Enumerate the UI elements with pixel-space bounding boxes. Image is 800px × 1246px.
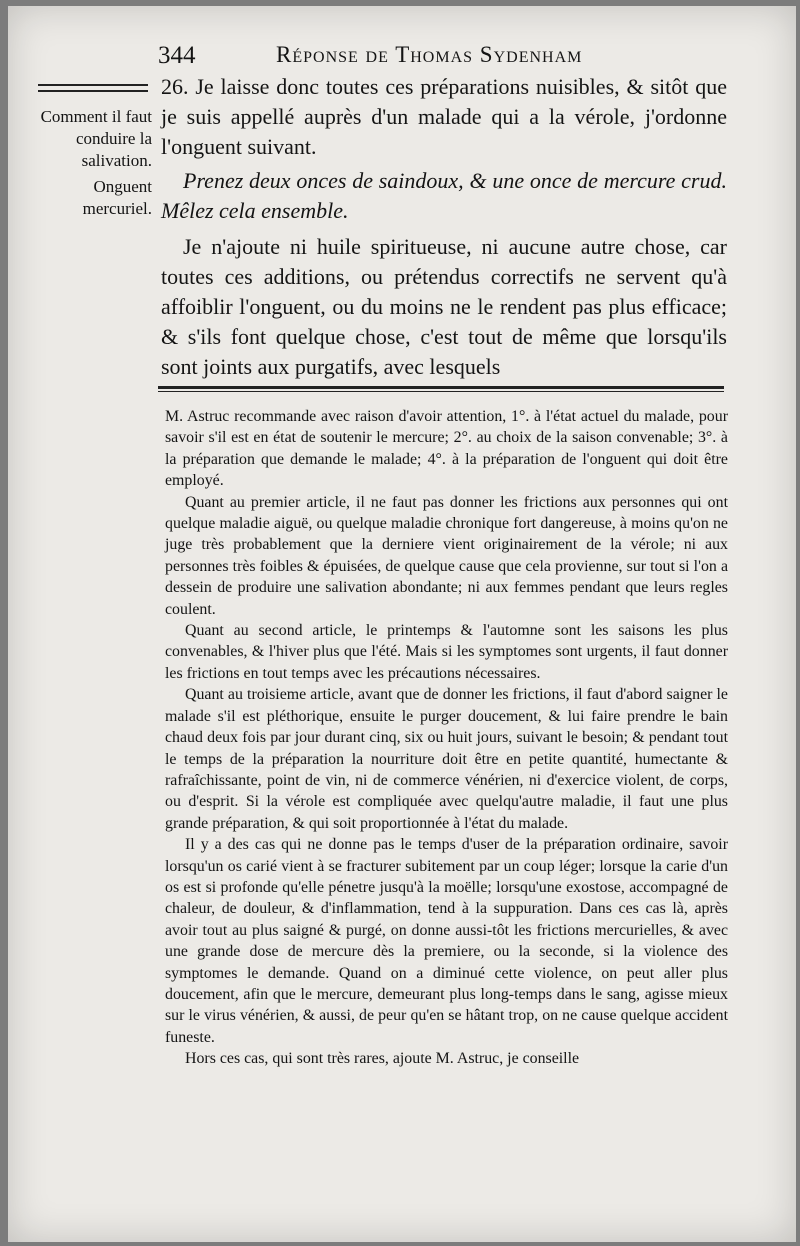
footnote-paragraph: M. Astruc recommande avec raison d'avoir attention, 1°. à l'état actuel du malade, pour savoir s'il est en état de soutenir le mercure; 2°. au choix de la saison convenable; 3°. à la préparation que demande le malade; 4°. à la préparation de l'onguent qui doit être employé.: [165, 408, 728, 490]
footnote-paragraph: Hors ces cas, qui sont très rares, ajoute M. Astruc, je conseille: [185, 1050, 580, 1068]
main-paragraph-1: [161, 72, 727, 162]
main-paragraph-3: [161, 232, 727, 382]
running-head: Réponse de Thomas Sydenham: [276, 42, 583, 67]
paragraph-text: 26. Je laisse donc toutes ces préparations nuisibles, & sitôt que je suis appellé auprès d'un malade qui a la vérole, j'ordonne l'onguent suivant.: [161, 74, 727, 159]
footnote-paragraph: Quant au second article, le printemps & l'automne sont les saisons les plus convenables, & l'hiver plus que l'été. Mais si les symptomes sont urgents, il faut donner les frictions en tout temps avec les précautions nécessaires.: [165, 622, 728, 682]
footnote-separator-rule: [158, 386, 724, 392]
footnote-paragraph: Il y a des cas qui ne donne pas le temps d'user de la préparation ordinaire, savoir lorsqu'un os carié vient à se fracturer subitement par un coup léger; lorsque la carie d'un os est si profonde qu'elle pénetre jusqu'à la moëlle; lorsqu'une exostose, accompagné de chaleur, de douleur, & d'inflammation, tend à la suppuration. Dans ces cas là, après avoir tout au plus saigné & purgé, on donne aussi-tôt les frictions mercurielles, & avec une grande dose de mercure dès la premiere, ou la seconde, si la violence des symptomes le demande. Quand on a diminué cette violence, on peut aller plus doucement, afin que le mercure, demeurant plus long-temps dans le sang, agisse mieux sur le virus vénérien, & aussi, de peur qu'en se hâtant trop, on ne cause quelque accident funeste.: [165, 836, 728, 1046]
page-number: 344: [158, 42, 196, 69]
recipe-text: Prenez deux onces de saindoux, & une once de mercure crud. Mêlez cela ensemble.: [161, 168, 727, 223]
book-page: [8, 6, 796, 1242]
recipe-paragraph: [161, 166, 727, 226]
margin-note-salivation: Comment il faut conduire la salivation.: [40, 107, 152, 170]
margin-note-onguent: Onguent mercuriel.: [82, 177, 152, 218]
page-header: [158, 36, 778, 76]
paragraph-text: Je n'ajoute ni huile spiritueuse, ni aucune autre chose, car toutes ces additions, ou prétendus correctifs ne servent qu'à affoiblir l'onguent, ou du moins ne le rendent pas plus efficace; & s'ils font quelque chose, c'est tout de même que lorsqu'ils sont joints aux purgatifs, avec lesquels: [161, 234, 727, 379]
margin-ornament-rule: [38, 82, 148, 94]
footnote-paragraph: Quant au troisieme article, avant que de donner les frictions, il faut d'abord saigner le malade s'il est pléthorique, ensuite le purger doucement, & lui faire prendre le bain chaud deux fois par jour durant cinq, six ou huit jours, suivant le besoin; & pendant tout le temps de la préparation la nourriture doit être en petite quantité, humectante & rafraîchissante, point de vin, ni de commerce vénérien, ni d'exercice violent, de corps, ou d'esprit. Si la vérole est compliquée avec quelqu'autre maladie, il faut une plus grande préparation, & qui soit proportionnée à l'état du malade.: [165, 686, 728, 832]
footnote-paragraph: Quant au premier article, il ne faut pas donner les frictions aux personnes qui ont quelque maladie aiguë, ou quelque maladie chronique fort dangereuse, à moins qu'on ne juge très probablement que la derniere vient originairement de la vérole; ni aux personnes très foibles & épuisées, de quelque cause que cela provienne, sur tout si l'on a dessein de produire une salivation abondante; ni aux femmes pendant que leurs regles coulent.: [165, 493, 728, 618]
footnote-block: [165, 406, 728, 1070]
